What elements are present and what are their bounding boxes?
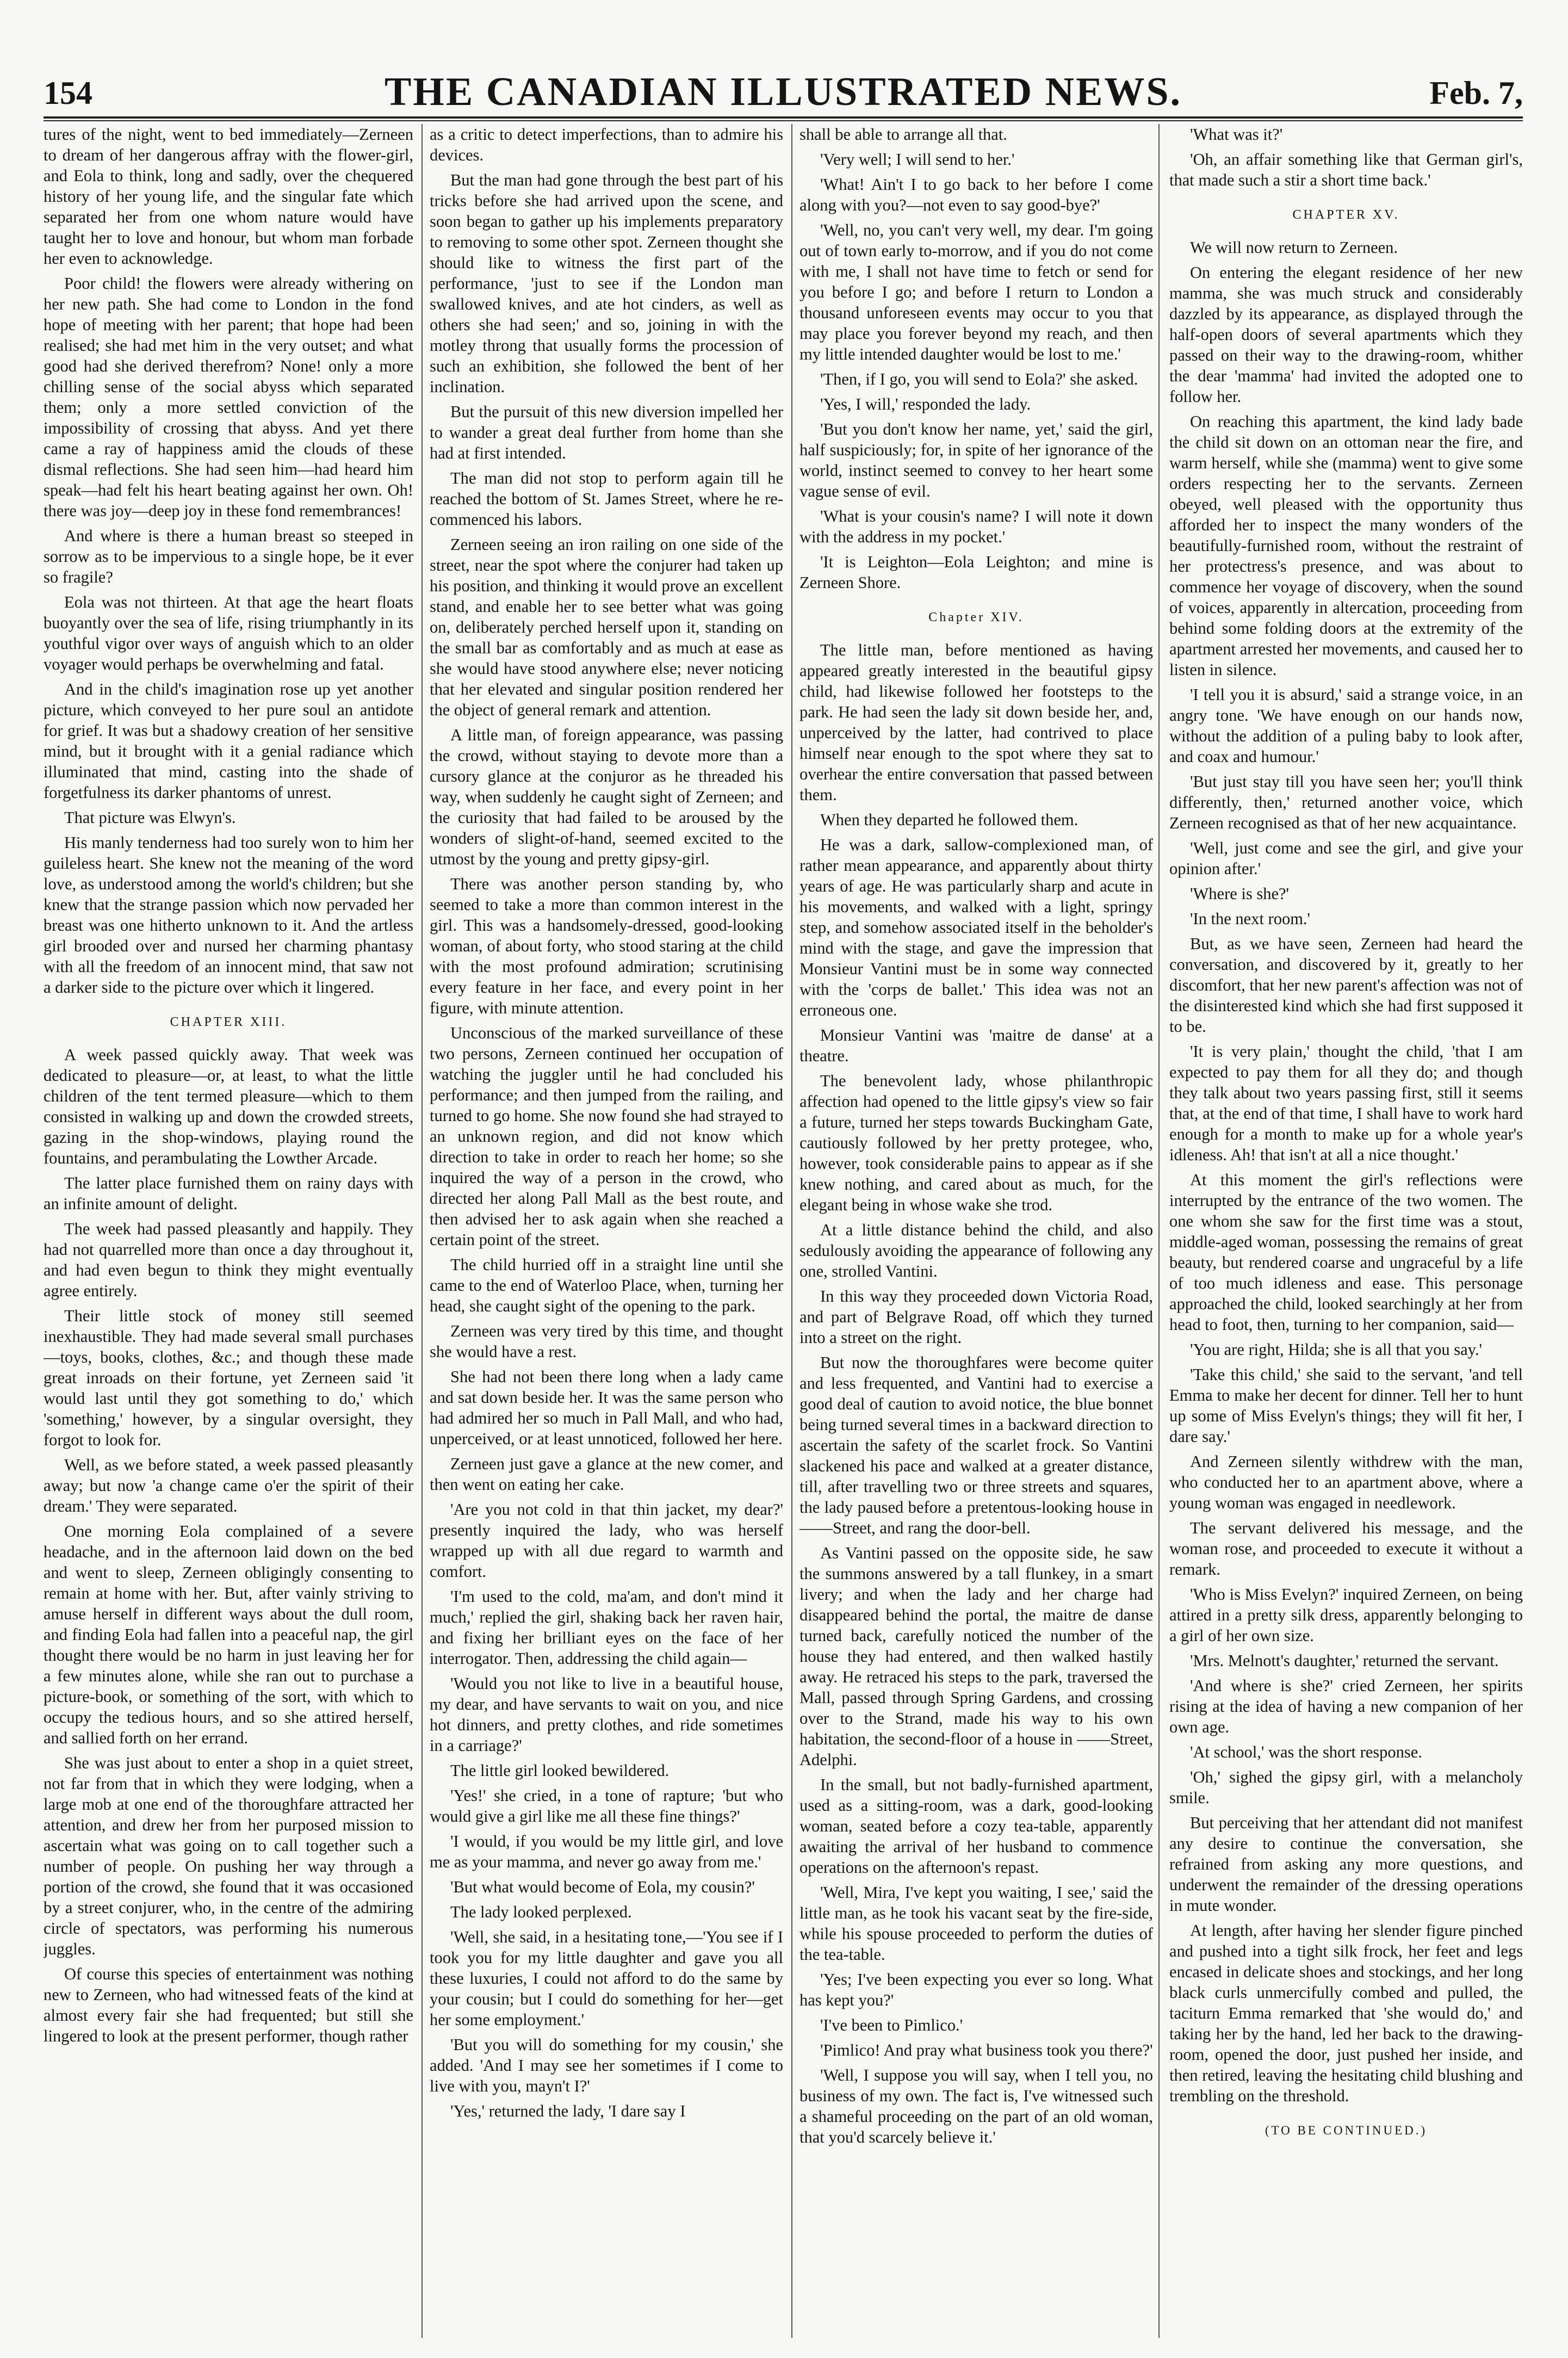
text-column-4 [1169, 124, 1523, 2343]
page-number: 154 [44, 75, 92, 111]
paragraph: 'Then, if I go, you will send to Eola?' she asked. [820, 370, 1138, 388]
paragraph: Their little stock of money still seemed inexhaustible. They had made several small purchases—toys, books, clothes, &c.; and though these made great inroads on their fortune, yet Zerneen said 'it would last until they got something to do,' which 'something,' however, by a singular oversight, they forgot to look for. [44, 1307, 413, 1449]
paragraph: When they departed he followed them. [820, 810, 1079, 829]
paragraph: Well, as we before stated, a week passed pleasantly away; but now 'a change came o'er the spirit of their dream.' They were separated. [44, 1456, 413, 1515]
text-column-3 [800, 124, 1153, 2343]
paragraph: The man did not stop to perform again till he reached the bottom of St. James Street, where he re-commenced his labors. [430, 469, 783, 529]
paragraph: 'You are right, Hilda; she is all that you say.' [1190, 1340, 1483, 1359]
paragraph: 'Well, Mira, I've kept you waiting, I see,' said the little man, as he took his vacant seat by the fire-side, while his spouse proceeded to perform the duties of the tea-table. [800, 1883, 1153, 1964]
paragraph: as a critic to detect imperfections, than to admire his devices. [430, 125, 783, 164]
masthead-rule-thin [44, 120, 1523, 121]
paragraph: 'But you will do something for my cousin,' she added. 'And I may see her sometimes if I come to live with you, mayn't I?' [430, 2035, 783, 2095]
paragraph: 'I'm used to the cold, ma'am, and don't mind it much,' replied the girl, shaking back her raven hair, and fixing her brilliant eyes on the face of her interrogator. Then, addressing the child again— [430, 1587, 783, 1668]
paragraph: 'At school,' was the short response. [1190, 1743, 1422, 1761]
paragraph: One morning Eola complained of a severe headache, and in the afternoon laid down on the bed and went to sleep, Zerneen obligingly consenting to remain at home with her. But, after vainly striving to amuse herself in different ways about the dull room, and finding Eola had fallen into a peaceful nap, the girl thought there would be no harm in just leaving her for a few minutes alone, while she ran out to purchase a picture-book, or something of the sort, with which to occupy the tedious hours, and so she attired herself, and sallied forth on her errand. [44, 1522, 413, 1747]
paragraph: 'Yes, I will,' responded the lady. [820, 395, 1031, 413]
paragraph: 'It is Leighton—Eola Leighton; and mine is Zerneen Shore. [800, 553, 1153, 592]
paragraph: 'Well, I suppose you will say, when I tell you, no business of my own. The fact is, I've witnessed such a shameful proceeding on the part of an old woman, that you'd scarcely believe it.' [800, 2066, 1153, 2146]
paragraph: 'Well, she said, in a hesitating tone,—'You see if I took you for my little daughter and gave you all these luxuries, I could not afford to do the same by your cousin; but I could do something for her—get her some employment.' [430, 1928, 783, 2029]
paragraph: 'Mrs. Melnott's daughter,' returned the servant. [1190, 1651, 1499, 1670]
paragraph: In this way they proceeded down Victoria Road, and part of Belgrave Road, off which they turned into a street on the right. [800, 1287, 1153, 1347]
paragraph: But the pursuit of this new diversion impelled her to wander a great deal further from home than she had at first intended. [430, 403, 783, 462]
paragraph: The lady looked perplexed. [450, 1903, 632, 1921]
paragraph: Of course this species of entertainment was nothing new to Zerneen, who had witnessed feats of the kind at almost every fair she had frequented; but still she lingered to look at the present performer, though rather [44, 1965, 413, 2045]
paragraph: 'What was it?' [1190, 125, 1283, 144]
paragraph: A little man, of foreign appearance, was passing the crowd, without staying to devote more than a cursory glance at the conjuror as he threaded his way, when suddenly he caught sight of Zerneen; and the curiosity that had failed to be aroused by the wonders of slight-of-hand, seemed excited to the utmost by the young and pretty gipsy-girl. [430, 726, 783, 868]
paragraph: But now the thoroughfares were become quiter and less frequented, and Vantini had to exercise a good deal of caution to avoid notice, the blue bonnet being turned several times in a backward direction to ascertain the safety of the scarlet frock. So Vantini slackened his pace and walked at a greater distance, till, after travelling two or three streets and squares, the lady paused before a pretentous-looking house in——Street, and rang the door-bell. [800, 1353, 1153, 1537]
article-columns [44, 124, 1523, 2343]
paragraph: She was just about to enter a shop in a quiet street, not far from that in which they were lodging, when a large mob at one end of the thoroughfare attracted her attention, and drew her from her purposed mission to ascertain what was going on to call together such a number of people. On pushing her way through a portion of the crowd, she found that it was occasioned by a street conjurer, who, in the centre of the admiring circle of spectators, was performing his numerous juggles. [44, 1754, 413, 1958]
issue-date: Feb. 7, [1429, 75, 1523, 111]
newspaper-title: THE CANADIAN ILLUSTRATED NEWS. [384, 70, 1182, 114]
paragraph: 'Where is she?' [1190, 884, 1290, 903]
paragraph: And in the child's imagination rose up yet another picture, which conveyed to her pure soul an antidote for grief. It was but a shadowy creation of her sensitive mind, but it brought with it a genial radiance which illuminated that mind, casting into the shade of forgetfulness its darker phantoms of unrest. [44, 680, 413, 802]
paragraph: 'Yes,' returned the lady, 'I dare say I [450, 2102, 686, 2120]
paragraph: 'But just stay till you have seen her; you'll think differently, then,' returned another voice, which Zerneen recognised as that of her new acquaintance. [1169, 772, 1523, 832]
paragraph: The child hurried off in a straight line until she came to the end of Waterloo Place, when, turning her head, she caught sight of the opening to the park. [430, 1255, 783, 1315]
paragraph: A week passed quickly away. That week was dedicated to pleasure—or, at least, to what the little children of the tent termed pleasure—which to them consisted in walking up and down the crowded streets, gazing in the shop-windows, playing round the fountains, and perambulating the Lowther Arcade. [44, 1045, 413, 1167]
paragraph: Monsieur Vantini was 'maitre de danse' at a theatre. [800, 1026, 1153, 1065]
paragraph: Zerneen was very tired by this time, and thought she would have a rest. [430, 1322, 783, 1361]
paragraph: 'Pimlico! And pray what business took you there?' [820, 2041, 1153, 2059]
paragraph: Unconscious of the marked surveillance of these two persons, Zerneen continued her occupation of watching the juggler until he had concluded his performance; and then jumped from the railing, and turned to go home. She now found she had strayed to an unknown region, and did not know which direction to take in order to reach her home; so she inquired the way of a person in the crowd, who directed her along Pall Mall as the best route, and then advised her to ask again when she reached a certain point of the street. [430, 1024, 783, 1249]
paragraph: 'Yes; I've been expecting you ever so long. What has kept you?' [800, 1970, 1153, 2009]
chapter-heading: Chapter XIV. [928, 610, 1024, 624]
paragraph: Eola was not thirteen. At that age the heart floats buoyantly over the sea of life, rising triumphantly in its youthful vigor over ways of anguish which to an older voyager would perhaps be overwhelming and fatal. [44, 593, 413, 673]
paragraph: Zerneen just gave a glance at the new comer, and then went on eating her cake. [430, 1455, 783, 1494]
continued-notice: (TO BE CONTINUED.) [1265, 2124, 1428, 2137]
paragraph: 'And where is she?' cried Zerneen, her spirits rising at the idea of having a new companion of her own age. [1169, 1676, 1523, 1736]
paragraph: 'Are you not cold in that thin jacket, my dear?' presently inquired the lady, who was herself wrapped up with all due regard to warmth and comfort. [430, 1500, 783, 1581]
paragraph: There was another person standing by, who seemed to take a more than common interest in the girl. This was a handsomely-dressed, good-looking woman, of about forty, who stood staring at the child with the most profound admiration; scrutinising every feature in her face, and every point in her figure, with minute attention. [430, 875, 783, 1017]
paragraph: And where is there a human breast so steeped in sorrow as to be impervious to a single hope, be it ever so fragile? [44, 527, 413, 586]
paragraph: 'Yes!' she cried, in a tone of rapture; 'but who would give a girl like me all these fine things?' [430, 1786, 783, 1825]
paragraph: She had not been there long when a lady came and sat down beside her. It was the same person who had admired her so much in Pall Mall, and who had, unperceived, or at least unnoticed, followed her here. [430, 1367, 783, 1448]
paragraph: 'In the next room.' [1190, 909, 1311, 928]
paragraph: 'What! Ain't I to go back to her before I come along with you?—not even to say good-bye?' [800, 175, 1153, 214]
paragraph: Zerneen seeing an iron railing on one side of the street, near the spot where the conjurer had taken up his position, and thinking it would prove an excellent stand, and enable her to see better what was going on, deliberately perched herself upon it, standing on the small bar as comfortably and as much at ease as she would have stood anywhere else; never noticing that her elevated and singular position rendered her the object of general remark and attention. [430, 535, 783, 719]
paragraph: 'I tell you it is absurd,' said a strange voice, in an angry tone. 'We have enough on our hands now, without the addition of a puling baby to look after, and coax and humour.' [1169, 685, 1523, 766]
masthead [44, 63, 1523, 117]
paragraph: At a little distance behind the child, and also sedulously avoiding the appearance of following any one, strolled Vantini. [800, 1221, 1153, 1280]
masthead-rule [44, 116, 1523, 119]
paragraph: 'It is very plain,' thought the child, 'that I am expected to pay them for all they do; and though they talk about two years passing first, still it seems that, at the end of that time, I shall have to work hard enough for a month to make up for a whole year's idleness. Ah! that isn't at all a nice thought.' [1169, 1042, 1523, 1164]
paragraph: 'Who is Miss Evelyn?' inquired Zerneen, on being attired in a pretty silk dress, apparently belonging to a girl of her own size. [1169, 1585, 1523, 1645]
paragraph: 'Take this child,' she said to the servant, 'and tell Emma to make her decent for dinner. Tell her to hunt up some of Miss Evelyn's things; they will fit her, I dare say.' [1169, 1365, 1523, 1446]
text-column-1 [44, 124, 413, 2343]
paragraph: 'Well, just come and see the girl, and give your opinion after.' [1169, 839, 1523, 878]
paragraph: At this moment the girl's reflections were interrupted by the entrance of the two women. The one whom she saw for the first time was a stout, middle-aged woman, possessing the remains of great beauty, but rendered coarse and ungraceful by a life of too much idleness and ease. This personage approached the child, looked searchingly at her from head to foot, then, turning to her companion, said— [1169, 1171, 1523, 1334]
paragraph: The little man, before mentioned as having appeared greatly interested in the beautiful gipsy child, had likewise followed her footsteps to the park. He had seen the lady sit down beside her, and, unperceived by the latter, had contrived to place himself near enough to the spot where they sat to overhear the entire conversation that passed between them. [800, 641, 1153, 804]
paragraph: 'But what would become of Eola, my cousin?' [450, 1878, 755, 1896]
paragraph: The latter place furnished them on rainy days with an infinite amount of delight. [44, 1174, 413, 1213]
paragraph: shall be able to arrange all that. [800, 125, 1007, 144]
paragraph: We will now return to Zerneen. [1190, 238, 1398, 257]
text-column-2 [430, 124, 783, 2343]
paragraph: The little girl looked bewildered. [450, 1761, 670, 1780]
paragraph: tures of the night, went to bed immediately—Zerneen to dream of her dangerous affray with the flower-girl, and Eola to think, long and sadly, over the chequered history of her young life, and the singular fate which separated her from one whom nature would have taught her to love and honour, but whom man forbade her even to acknowledge. [44, 125, 413, 268]
paragraph: The benevolent lady, whose philanthropic affection had opened to the little gipsy's view so fair a future, turned her steps towards Buckingham Gate, cautiously followed by her pretty protegee, who, however, took considerable pains to appear as if she knew nothing, and cared about as much, for the elegant being in whose wake she trod. [800, 1072, 1153, 1214]
paragraph: In the small, but not badly-furnished apartment, used as a sitting-room, was a dark, good-looking woman, seated before a cozy tea-table, apparently awaiting the arrival of her husband to commence operations on the afternoon's repast. [800, 1775, 1153, 1877]
paragraph: 'Would you not like to live in a beautiful house, my dear, and have servants to wait on you, and nice hot dinners, and pretty clothes, and ride sometimes in a carriage?' [430, 1674, 783, 1755]
paragraph: But the man had gone through the best part of his tricks before she had arrived upon the scene, and soon began to gather up his implements preparatory to removing to some other spot. Zerneen thought she should like to witness the first part of the performance, 'just to see if the London man swallowed knives, and ate hot cinders, as well as others she had seen;' and so, joining in with the motley throng that usually forms the procession of such an exhibition, she followed the bent of her inclination. [430, 171, 783, 396]
paragraph: His manly tenderness had too surely won to him her guileless heart. She knew not the meaning of the word love, as understood among the world's children; but she knew that the strange passion which now pervaded her breast was one hitherto unknown to it. And the artless girl brooded over and nursed her charming phantasy with all the freedom of an innocent mind, that saw not a darker side to the picture over which it lingered. [44, 833, 413, 997]
paragraph: 'What is your cousin's name? I will note it down with the address in my pocket.' [800, 507, 1153, 546]
paragraph: Poor child! the flowers were already withering on her new path. She had come to London in the fond hope of meeting with her parent; that hope had been realised; she had met him in the very outset; and what good had she derived therefrom? None! only a more chilling sense of the social abyss which separated them; only a more settled conviction of the impossibility of crossing that abyss. And yet there came a ray of happiness amid the clouds of these dismal reflections. She had seen him—had heard him speak—had felt his heart beating against her own. Oh! there was joy—deep joy in these fond remembrances! [44, 274, 413, 520]
paragraph: But, as we have seen, Zerneen had heard the conversation, and discovered by it, greatly to her discomfort, that her new parent's affection was not of the disinterested kind which she had first supposed it to be. [1169, 934, 1523, 1036]
paragraph: On entering the elegant residence of her new mamma, she was much struck and considerably dazzled by its appearance, as displayed through the half-open doors of several apartments which they passed on their way to the drawing-room, whither the dear 'mamma' had invited the adopted one to follow her. [1169, 263, 1523, 406]
paragraph: 'Oh, an affair something like that German girl's, that made such a stir a short time back.' [1169, 150, 1523, 189]
paragraph: He was a dark, sallow-complexioned man, of rather mean appearance, and apparently about thirty years of age. He was particularly sharp and acute in his movements, and walked with a light, springy step, and somehow associated itself in the beholder's mind with the stage, and gave the impression that Monsieur Vantini must be in some way connected with the 'corps de ballet.' This idea was not an erroneous one. [800, 835, 1153, 1019]
paragraph: 'Oh,' sighed the gipsy girl, with a melancholy smile. [1169, 1768, 1523, 1807]
chapter-heading: CHAPTER XV. [1292, 208, 1400, 222]
paragraph: 'But you don't know her name, yet,' said the girl, half suspiciously; for, in spite of her ignorance of the world, instinct seemed to convey to her heart some vague sense of evil. [800, 420, 1153, 500]
paragraph: 'Very well; I will send to her.' [820, 150, 1015, 169]
paragraph: The servant delivered his message, and the woman rose, and proceeded to execute it without a remark. [1169, 1519, 1523, 1579]
paragraph: 'I would, if you would be my little girl, and love me as your mamma, and never go away from me.' [430, 1832, 783, 1871]
chapter-heading: CHAPTER XIII. [170, 1015, 287, 1029]
paragraph: As Vantini passed on the opposite side, he saw the summons answered by a tall flunkey, in a smart livery; and when the lady and her charge had disappeared behind the portal, the maitre de danse turned back, carefully noticed the number of the house they had entered, and then walked hastily away. He retraced his steps to the park, traversed the Mall, passed through Spring Gardens, and crossing over to the Strand, made his way to his own habitation, the second-floor of a house in ——Street, Adelphi. [800, 1544, 1153, 1769]
paragraph: But perceiving that her attendant did not manifest any desire to continue the conversation, she refrained from asking any more questions, and underwent the remainder of the dressing operations in mute wonder. [1169, 1814, 1523, 1915]
paragraph: On reaching this apartment, the kind lady bade the child sit down on an ottoman near the fire, and warm herself, while she (mamma) went to give some orders respecting her to the servants. Zerneen obeyed, well pleased with the opportunity thus afforded her to inspect the many wonders of the beautifully-furnished room, without the restraint of her protectress's presence, and was about to commence her voyage of discovery, when the sound of voices, apparently in altercation, proceeding from behind some folding doors at the extremity of the apartment arrested her movements, and caused her to listen in silence. [1169, 412, 1523, 679]
paragraph: The week had passed pleasantly and happily. They had not quarrelled more than once a day throughout it, and had even begun to think they might eventually agree entirely. [44, 1220, 413, 1300]
paragraph: At length, after having her slender figure pinched and pushed into a tight silk frock, her feet and legs encased in delicate shoes and stockings, and her long black curls unmercifully combed and pulled, the taciturn Emma remarked that 'she would do,' and taking her by the hand, led her back to the drawing-room, opened the door, just pushed her inside, and then retired, leaving the hesitating child blushing and trembling on the threshold. [1169, 1921, 1523, 2105]
paragraph: 'Well, no, you can't very well, my dear. I'm going out of town early to-morrow, and if you do not come with me, I shall not have time to fetch or send for you before I go; and before I return to London a thousand unforeseen events may occur to you that may place you forever beyond my reach, and then my little intended daughter would be lost to me.' [800, 221, 1153, 363]
paragraph: 'I've been to Pimlico.' [820, 2016, 963, 2034]
paragraph: And Zerneen silently withdrew with the man, who conducted her to an apartment above, where a young woman was engaged in needlework. [1169, 1452, 1523, 1512]
paragraph: That picture was Elwyn's. [64, 808, 236, 827]
